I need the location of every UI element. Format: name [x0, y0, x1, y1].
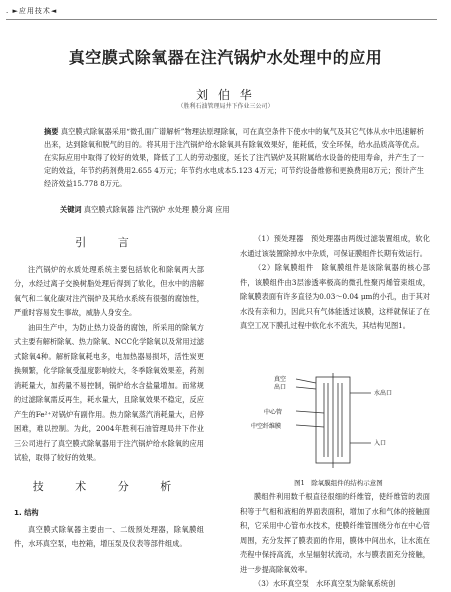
keywords: [60, 205, 430, 215]
figure-label: 中心管: [264, 409, 283, 416]
intro-heading: 引 言: [75, 236, 143, 249]
abstract-label: 摘要: [44, 127, 59, 136]
abstract: [44, 125, 424, 190]
figure-label: 出口: [274, 384, 287, 391]
right-column: [240, 232, 430, 334]
subheading: 1. 结构: [14, 508, 39, 517]
author: 刘 伯 华: [196, 88, 255, 102]
figure-label: 真空: [274, 376, 287, 383]
keywords-label: 关键词: [60, 205, 82, 214]
section-header: . ►应用技术◄: [6, 7, 58, 15]
paragraph: 注汽锅炉的水质处理系统主要包括软化和除氧两大部分，水经过离子交换树脂处理后得到了软化，但水中的溶解氧气和二氧化碳对注汽锅炉及其给水系统有很强的腐蚀性，严重时容易发生事故，威胁人身安全。: [14, 264, 204, 317]
paragraph: 膜组件利用数千根直径很细的纤维管，使纤维管的表面积等于气相和液相的界面表面积，增加了水和气体的接触面积，它采用中心管布水技术，使膜纤维管围绕分布在中心管周围，充分发挥了膜表面的作用，膜体中间出水，让水流在壳程中保持高流，水呈辐射状流动，水与膜表面充分接触，进一步提高除氧效率。: [240, 492, 430, 574]
left-column: [14, 222, 204, 552]
paragraph: 油田生产中，为防止热力设备的腐蚀，所采用的除氧方式主要有解析除氧、热力除氧、NCC化学除氧以及常用过滤式除氧4种。解析除氧耗电多，电加热器易损坏，活性炭更换频繁，化学除氧受温度影响较大，冬季除氧效果差，药剂消耗量大，加药量不易控制，锅炉给水含盐量增加。而常规的过滤除氧需反再生，耗水量大，且除氧效果不稳定，反应产生的Fe²⁺对锅炉有副作用。热力除氧蒸汽消耗量大，启停困难，难以控制。为此，2004年胜利石油管理局井下作业三公司进行了真空膜式除氧器用于注汽锅炉给水除氧的应用试验，取得了较好的效果。: [14, 322, 204, 462]
figure-label: 水出口: [374, 390, 393, 397]
paper-title: 真空膜式除氧器在注汽锅炉水处理中的应用: [68, 48, 383, 67]
right-column-lower: [240, 490, 430, 592]
figure-caption: 图1 除氧膜组件的结构示意图: [294, 479, 383, 487]
paragraph: （1）预处理器 预处理器由两级过滤装置组成，软化水通过该装置除掉水中杂质，可保证膜组件长期有效运行。: [240, 234, 430, 258]
analysis-heading: 技 术 分 析: [32, 479, 186, 493]
abstract-text: 真空膜式除氧器采用“微孔面广谱解析”物理法原理除氧，可在真空条件下使水中的氧气及其它气体从水中迅速解析出来，达到除氧和脱气的目的。将其用于注汽锅炉给水除氧具有除氧效果好，能耗低，安全环保，给水品质高等优点。在实际应用中取得了较好的效果，降低了工人的劳动强度，延长了注汽锅炉及其附属给水设备的使用寿命，并产生了一定的效益，年节约药剂费用2.655 4万元；年节约水电成本5.123 4万元；可节约设备维修和更换费用8万元；预计产生经济效益15.778 8万元。: [44, 127, 424, 188]
keywords-text: 真空膜式除氧器 注汽锅炉 水处理 膜分离 应用: [83, 205, 230, 214]
paragraph: （3）水环真空泵 水环真空泵为除氧系统创: [254, 579, 396, 588]
figure-label: 入口: [374, 440, 387, 447]
header-rule: [6, 19, 437, 20]
affiliation: （胜利石油管理局井下作业三公司）: [177, 103, 274, 110]
figure-label: 中空纤维膜: [251, 423, 282, 430]
membrane-diagram: [246, 373, 431, 468]
paragraph: 真空膜式除氧器主要由一、二级预处理器，除氧膜组件，水环真空泵，电控箱，增压泵及仪表等部件组成。: [14, 524, 204, 548]
paragraph: （2）除氧膜组件 除氧膜组件是该除氧器的核心部件，该膜组件由3层渗透率极高的微孔性聚丙烯管束组成，除氧膜表面有许多直径为0.03～0.04 μm的小孔，由于其对水没有亲和力，因此只有气体能透过该膜，这样就保证了在真空工况下膜孔过程中软化水不流失，其结构见图1。: [240, 263, 430, 330]
